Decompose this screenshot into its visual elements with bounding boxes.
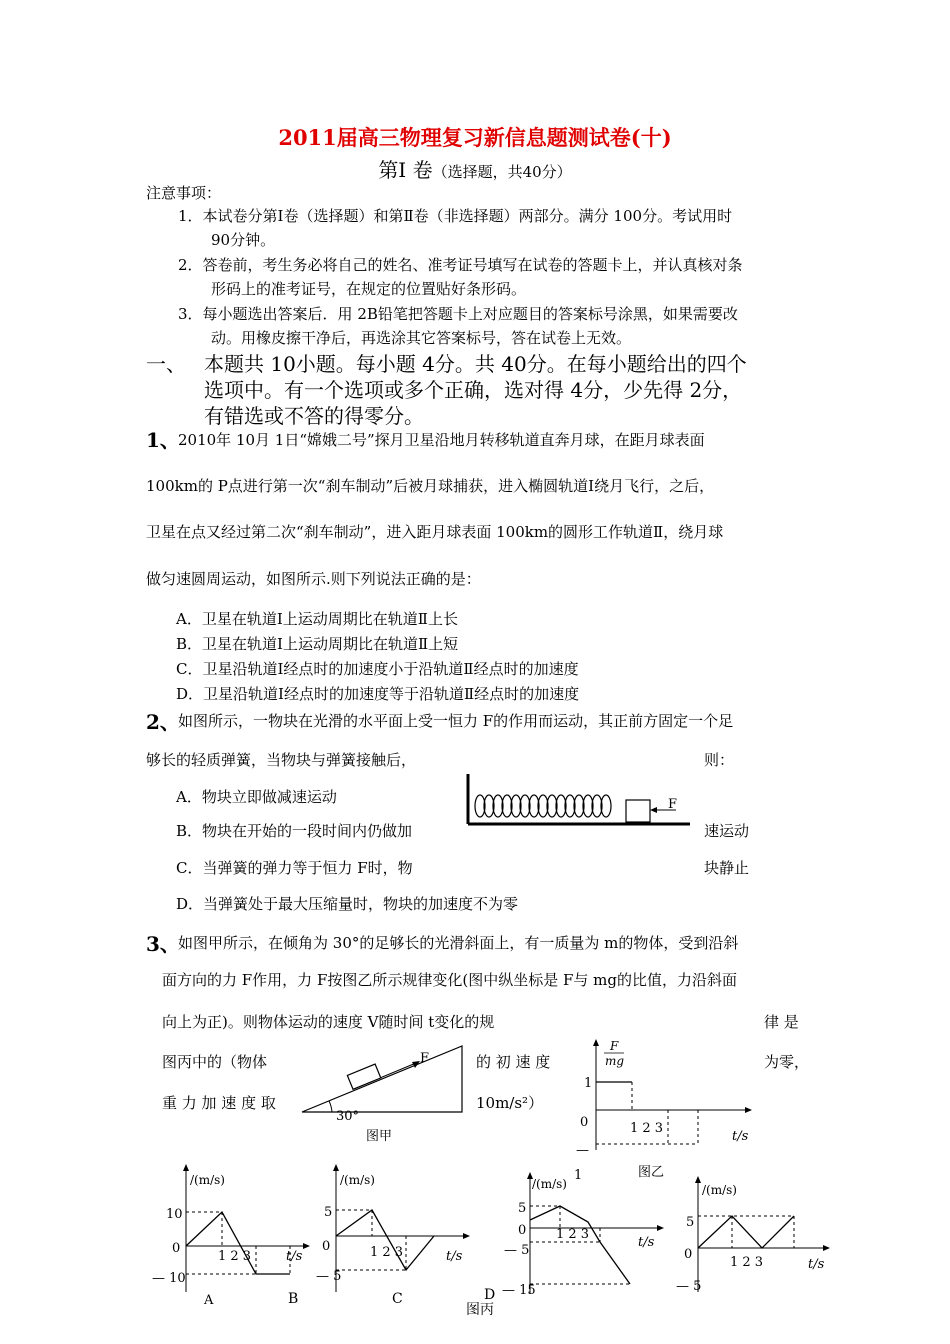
graph-c-ticks: 1 2 3 <box>556 1227 590 1242</box>
graph-d-xlabel: t/s <box>808 1257 825 1272</box>
graph-b-label: B <box>288 1291 299 1307</box>
paper-subtitle <box>0 154 950 183</box>
force-graph-ylabel-bottom: mg <box>605 1054 625 1068</box>
graph-b-line <box>336 1210 434 1270</box>
spring-figure <box>466 772 692 834</box>
q1-number: 1、 <box>146 428 180 452</box>
q1-option-c: C．卫星沿轨道Ⅰ经点时的加速度小于沿轨道Ⅱ经点时的加速度 <box>176 660 579 678</box>
graph-d <box>676 1172 836 1300</box>
q3-stem: 向上为正)。则物体运动的速度 V随时间 t变化的规 <box>162 1013 495 1031</box>
graph-d-line <box>698 1216 794 1248</box>
q3-stem: 面方向的力 F作用，力 F按图乙所示规律变化(图中纵坐标是 F与 mg的比值，力沿斜面 <box>162 971 737 989</box>
graph-c-label: C <box>392 1291 403 1307</box>
incline-force-label: F <box>420 1051 430 1066</box>
graph-a-xlabel: t/s <box>286 1249 303 1264</box>
force-label: F <box>668 797 678 812</box>
q2-option-b: B．物块在开始的一段时间内仍做加 <box>176 822 413 840</box>
graph-a-ybottom: — 10 <box>152 1271 186 1286</box>
force-graph-yneg-digit: 1 <box>574 1168 583 1183</box>
q3-stem: 10m/s²） <box>476 1094 544 1112</box>
q3-stem: 的 初 速 度 <box>476 1053 551 1071</box>
graph-c-line <box>530 1206 630 1284</box>
graph-b-ticks: 1 2 3 <box>370 1245 404 1260</box>
notice-line: 90分钟。 <box>211 231 276 249</box>
graph-c-y0: 0 <box>518 1223 527 1238</box>
spring-coil <box>475 795 611 817</box>
force-graph-ylabel-top: F <box>610 1039 619 1053</box>
q2-option-a: A．物块立即做减速运动 <box>176 788 337 806</box>
graph-b-ytop: 5 <box>324 1205 333 1220</box>
graph-d-ylabel: /(m/s) <box>702 1183 737 1197</box>
section-line: 有错选或不答的得零分。 <box>204 404 424 428</box>
subtitle-paren: （选择题，共40分） <box>432 163 572 181</box>
section-line: 本题共 10小题。每小题 4分。共 40分。在每小题给出的四个 <box>204 352 747 376</box>
graph-b-ybottom: — 5 <box>316 1269 342 1284</box>
graph-d-y0: 0 <box>684 1247 693 1262</box>
graph-a-ticks: 1 2 3 <box>218 1249 252 1264</box>
q2-stem: 够长的轻质弹簧，当物块与弹簧接触后， <box>146 751 417 769</box>
notice-line: 形码上的准考证号，在规定的位置贴好条形码。 <box>211 280 527 298</box>
force-graph-y0: 0 <box>580 1115 589 1130</box>
graph-c-ymid: — 5 <box>504 1243 530 1258</box>
q1-stem: 做匀速圆周运动，如图所示.则下列说法正确的是： <box>146 570 481 588</box>
q2-option-c-cont: 块静止 <box>704 859 750 877</box>
notice-line: 1．本试卷分第Ⅰ卷（选择题）和第Ⅱ卷（非选择题）两部分。满分 100分。考试用时 <box>178 207 733 225</box>
graph-b <box>316 1160 476 1310</box>
figure-caption-jia: 图甲 <box>366 1129 393 1144</box>
graph-a-ytop: 10 <box>166 1207 183 1222</box>
q3-stem: 重 力 加 速 度 取 <box>162 1094 276 1112</box>
q3-stem: 如图甲所示，在倾角为 30°的足够长的光滑斜面上，有一质量为 m的物体，受到沿斜 <box>178 934 739 952</box>
q3-stem: 为零， <box>764 1053 810 1071</box>
graph-d-label: D <box>484 1287 496 1303</box>
incline-figure <box>296 1040 468 1144</box>
q1-stem: 2010年 10月 1日“嫦娥二号”探月卫星沿地月转移轨道直奔月球，在距月球表面 <box>178 431 705 449</box>
force-arrow-icon <box>650 807 657 813</box>
graph-a-line <box>186 1212 290 1274</box>
graph-d-ticks: 1 2 3 <box>730 1255 764 1270</box>
graph-a-label: A <box>204 1293 214 1308</box>
graph-d-ytop: 5 <box>686 1215 695 1230</box>
graph-c-xlabel: t/s <box>638 1235 655 1250</box>
force-graph-y1: 1 <box>584 1076 593 1091</box>
q2-option-b-cont: 速运动 <box>704 822 750 840</box>
q1-stem: 100km的 P点进行第一次“刹车制动”后被月球捕获，进入椭圆轨道Ⅰ绕月飞行，之后， <box>146 477 715 495</box>
q3-number: 3、 <box>146 932 180 956</box>
block <box>626 800 650 822</box>
graph-c-ytop: 5 <box>518 1201 527 1216</box>
graph-b-xlabel: t/s <box>446 1249 463 1264</box>
force-graph-yneg: — <box>576 1143 589 1158</box>
q1-stem: 卫星在点又经过第二次“刹车制动”，进入距月球表面 100km的圆形工作轨道Ⅱ，绕月球 <box>146 523 724 541</box>
graph-a <box>146 1160 314 1310</box>
q2-stem: 如图所示，一物块在光滑的水平面上受一恒力 F的作用而运动，其正前方固定一个足 <box>178 712 734 730</box>
q1-option-b: B．卫星在轨道Ⅰ上运动周期比在轨道Ⅱ上短 <box>176 635 459 653</box>
q2-number: 2、 <box>146 710 180 734</box>
notice-heading: 注意事项： <box>146 184 222 202</box>
figure-caption-yi: 图乙 <box>638 1165 665 1180</box>
force-graph-ticks: 1 2 3 <box>630 1121 664 1136</box>
paper-title: 2011届高三物理复习新信息题测试卷(十) <box>278 125 672 150</box>
figure-caption-bing: 图丙 <box>466 1302 494 1318</box>
subtitle-main: 第Ⅰ 卷 <box>378 158 433 182</box>
section-line: 选项中。有一个选项或多个正确，选对得 4分，少先得 2分， <box>204 378 743 402</box>
incline-block <box>347 1064 380 1089</box>
graph-a-ylabel: /(m/s) <box>190 1173 225 1187</box>
notice-line: 动。用橡皮擦干净后，再选涂其它答案标号，答在试卷上无效。 <box>211 329 632 347</box>
q3-stem: 图丙中的（物体 <box>162 1053 268 1071</box>
graph-d-ybottom: — 5 <box>676 1279 702 1294</box>
force-graph-figure <box>572 1034 762 1184</box>
q2-option-d: D．当弹簧处于最大压缩量时，物块的加速度不为零 <box>176 895 519 913</box>
graph-c <box>500 1168 670 1296</box>
graph-a-y0: 0 <box>172 1241 181 1256</box>
graph-b-ylabel: /(m/s) <box>340 1173 375 1187</box>
q1-option-a: A．卫星在轨道Ⅰ上运动周期比在轨道Ⅱ上长 <box>176 610 458 628</box>
q2-stem: 则： <box>704 751 735 769</box>
q2-option-c: C．当弹簧的弹力等于恒力 F时，物 <box>176 859 413 877</box>
graph-c-ybottom: — 15 <box>502 1283 536 1296</box>
notice-line: 3．每小题选出答案后．用 2B铅笔把答题卡上对应题目的答案标号涂黑，如果需要改 <box>178 305 738 323</box>
q1-option-d: D．卫星沿轨道Ⅰ经点时的加速度等于沿轨道Ⅱ经点时的加速度 <box>176 685 580 703</box>
section-number: 一、 <box>146 352 186 376</box>
incline-angle-label: 30° <box>336 1109 360 1124</box>
notice-line: 2．答卷前，考生务必将自己的姓名、准考证号填写在试卷的答题卡上，并认真核对条 <box>178 256 743 274</box>
q3-stem: 律 是 <box>764 1013 799 1031</box>
graph-c-ylabel: /(m/s) <box>532 1177 567 1191</box>
graph-b-y0: 0 <box>322 1239 331 1254</box>
force-graph-xlabel: t/s <box>732 1129 749 1144</box>
